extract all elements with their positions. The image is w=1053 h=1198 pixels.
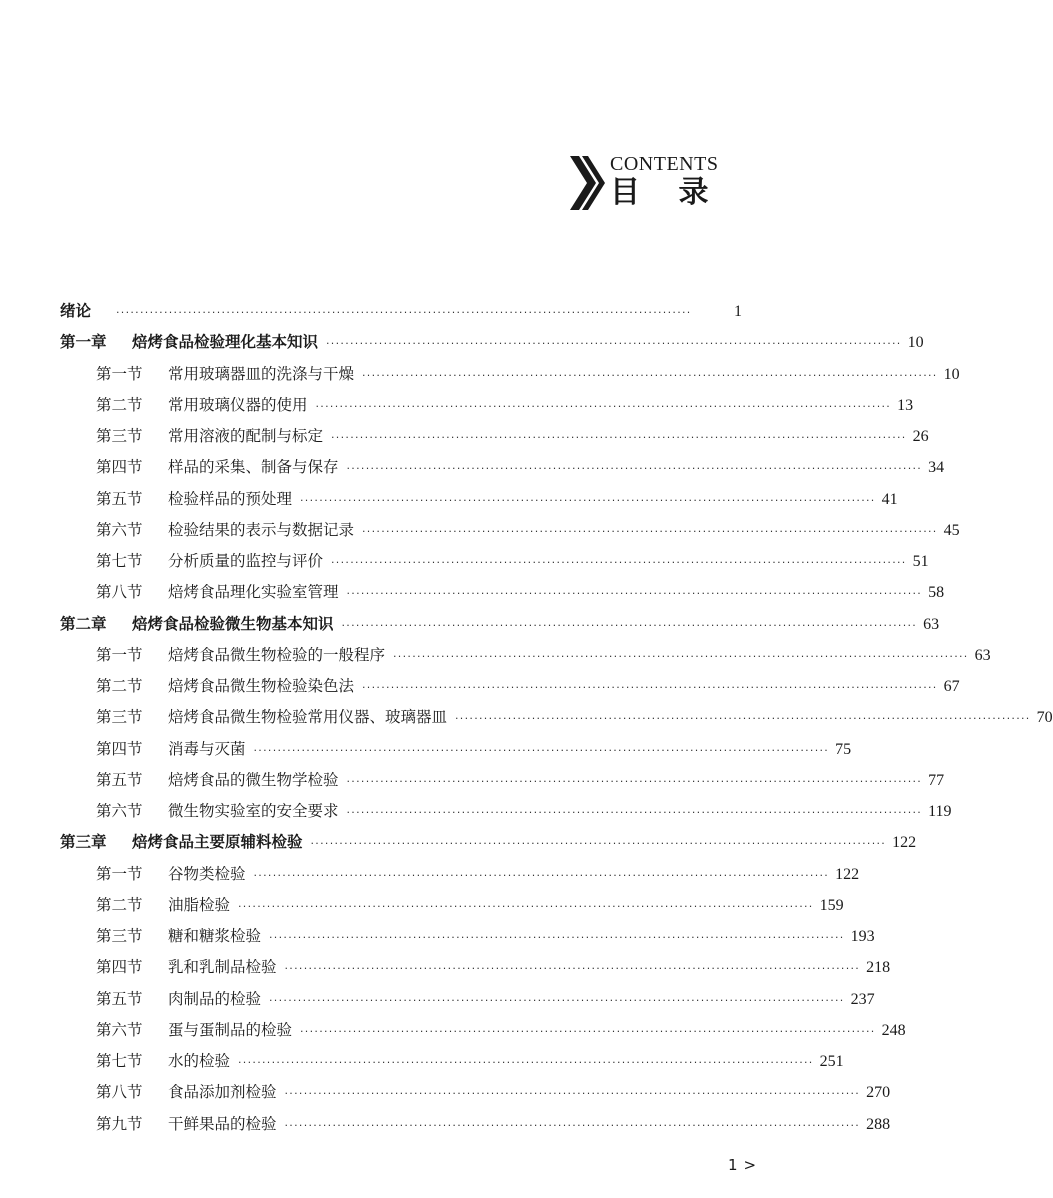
page-ref: 251 [819,1053,844,1070]
section-number: 第四节 [96,739,143,758]
dot-leader: ························································································································ [238,1056,814,1069]
page-ref: 237 [850,990,875,1008]
section-title: 微生物实验室的安全要求 [168,802,339,820]
dot-leader: ························································································································ [362,524,938,538]
toc-section-entry[interactable] [60,859,860,890]
chapter-number: 绪论 [60,302,92,320]
page-number: 1 [728,1156,738,1174]
section-title: 常用玻璃器皿的洗涤与干燥 [168,364,355,383]
page-ref: 41 [881,490,898,508]
section-title: 焙烤食品微生物检验染色法 [168,677,355,695]
page-ref: 10 [943,365,960,383]
page-ref: 67 [943,678,960,695]
toc-section-entry[interactable] [60,1077,891,1108]
chapter-title: 焙烤食品主要原辅料检验 [132,833,303,852]
section-title: 乳和乳制品检验 [168,958,277,977]
section-title: 焙烤食品微生物检验常用仪器、玻璃器皿 [168,708,448,727]
page-ref: 70 [1036,709,1053,727]
section-title: 焙烤食品理化实验室管理 [168,583,339,602]
dot-leader: ························································································································ [331,556,907,569]
section-title: 水的检验 [168,1052,231,1070]
toc-section-entry[interactable] [60,702,1053,733]
toc-section-entry[interactable] [60,546,929,577]
section-title: 消毒与灭菌 [168,739,246,758]
dot-leader: ························································································································ [346,806,923,819]
section-number: 第一节 [96,645,143,664]
page-ref: 122 [835,865,860,883]
dot-leader: ························································································································ [300,493,876,507]
section-title: 样品的采集、制备与保存 [168,458,339,477]
page-ref: 248 [881,1021,906,1039]
dot-leader: ························································································································ [346,462,923,476]
section-number: 第五节 [96,770,143,789]
section-number: 第七节 [96,552,143,570]
section-title: 干鲜果品的检验 [168,1114,277,1133]
page-ref: 218 [866,959,891,977]
section-number: 第三节 [96,427,143,445]
dot-leader: ························································································································ [300,1024,876,1038]
page-ref: 119 [928,803,952,820]
contents-label: CONTENTS [610,153,719,175]
section-number: 第三节 [96,708,143,727]
toc-section-entry[interactable] [60,952,891,983]
next-page-glyph: > [743,1156,757,1174]
section-title: 常用玻璃仪器的使用 [168,395,308,414]
page-ref: 1 [734,303,742,320]
dot-leader: ························································································································ [341,618,918,632]
page-footer [728,1156,756,1174]
page-ref: 13 [897,396,914,414]
toc-chapter-entry[interactable] [60,827,917,858]
dot-leader: ························································································································ [346,587,923,601]
dot-leader: ························································································································ [393,649,969,663]
toc-section-entry[interactable] [60,671,960,702]
section-number: 第一节 [96,864,143,883]
section-title: 食品添加剂检验 [168,1083,277,1102]
dot-leader: ························································································································ [284,1087,861,1101]
toc-section-entry[interactable] [60,640,991,671]
dot-leader: ························································································································ [284,1118,861,1132]
section-number: 第六节 [96,520,143,539]
toc-section-entry[interactable] [60,734,852,765]
toc-chapter-entry[interactable] [60,609,940,640]
section-number: 第四节 [96,458,143,477]
dot-leader: ························································································································ [362,368,938,382]
section-title: 常用溶液的配制与标定 [168,427,324,445]
page-ref: 26 [912,428,929,445]
toc-section-entry[interactable] [60,921,875,952]
section-title: 谷物类检验 [168,864,246,883]
toc-section-entry[interactable] [60,765,945,796]
section-title: 肉制品的检验 [168,989,262,1008]
dot-leader: ························································································································ [116,306,692,319]
section-number: 第九节 [96,1114,143,1133]
section-number: 第二节 [96,677,143,695]
section-title: 焙烤食品微生物检验的一般程序 [168,645,386,664]
section-title: 分析质量的监控与评价 [168,552,324,570]
double-chevron-right-icon [568,154,608,212]
chapter-number: 第二章 [60,614,107,633]
toc-section-entry[interactable] [60,890,844,921]
toc-chapter-entry[interactable] [60,296,742,327]
section-title: 蛋与蛋制品的检验 [168,1020,293,1039]
dot-leader: ························································································································ [455,712,1031,726]
section-number: 第八节 [96,583,143,602]
section-number: 第七节 [96,1052,143,1070]
toc-section-entry[interactable] [60,984,875,1015]
section-title: 焙烤食品的微生物学检验 [168,770,339,789]
page-ref: 288 [866,1115,891,1133]
page-ref: 159 [819,896,844,914]
dot-leader: ························································································································ [326,337,902,351]
toc-section-entry[interactable] [60,484,898,515]
section-number: 第三节 [96,927,143,945]
dot-leader: ························································································································ [284,962,861,976]
toc-section-entry[interactable] [60,796,952,827]
chapter-title: 焙烤食品检验微生物基本知识 [132,614,334,633]
page-ref: 122 [892,834,917,852]
chapter-number: 第三章 [60,833,107,852]
section-number: 第二节 [96,895,143,914]
page-ref: 77 [928,771,945,789]
page-ref: 51 [912,553,929,570]
toc-section-entry[interactable] [60,1109,891,1140]
toc-section-entry[interactable] [60,1015,906,1046]
page-ref: 270 [866,1084,891,1102]
toc-section-entry[interactable] [60,359,960,390]
toc-section-entry[interactable] [60,421,929,452]
toc-section-entry[interactable] [60,390,914,421]
toc-chapter-entry[interactable] [60,327,924,358]
section-number: 第五节 [96,989,143,1008]
table-of-contents [60,296,1053,1140]
dot-leader: ························································································································ [310,837,887,851]
dot-leader: ························································································································ [269,931,845,944]
toc-section-entry[interactable] [60,577,945,608]
section-title: 油脂检验 [168,895,231,914]
dot-leader: ························································································································ [315,399,892,413]
chapter-title: 焙烤食品检验理化基本知识 [132,333,319,352]
dot-leader: ························································································································ [269,993,845,1007]
section-number: 第二节 [96,395,143,414]
section-title: 检验结果的表示与数据记录 [168,520,355,539]
dot-leader: ························································································································ [362,681,938,694]
page-ref: 45 [943,521,960,539]
page-ref: 10 [907,334,924,352]
section-number: 第六节 [96,802,143,820]
section-number: 第八节 [96,1083,143,1102]
page-ref: 63 [923,615,940,633]
page-ref: 63 [974,646,991,664]
chapter-number: 第一章 [60,333,107,352]
dot-leader: ························································································································ [238,899,814,913]
dot-leader: ························································································································ [346,774,923,788]
dot-leader: ························································································································ [253,743,830,757]
toc-section-entry[interactable] [60,452,945,483]
section-title: 糖和糖浆检验 [168,927,262,945]
page-title: 目 录 [610,175,723,210]
toc-section-entry[interactable] [60,1046,844,1077]
section-title: 检验样品的预处理 [168,489,293,508]
section-number: 第五节 [96,489,143,508]
dot-leader: ························································································································ [331,431,907,444]
section-number: 第六节 [96,1020,143,1039]
section-number: 第一节 [96,364,143,383]
toc-header [568,150,768,220]
toc-section-entry[interactable] [60,515,960,546]
section-number: 第四节 [96,958,143,977]
page-ref: 75 [835,740,852,758]
page-ref: 58 [928,584,945,602]
dot-leader: ························································································································ [253,868,830,882]
page-ref: 34 [928,459,945,477]
page-ref: 193 [850,928,875,945]
